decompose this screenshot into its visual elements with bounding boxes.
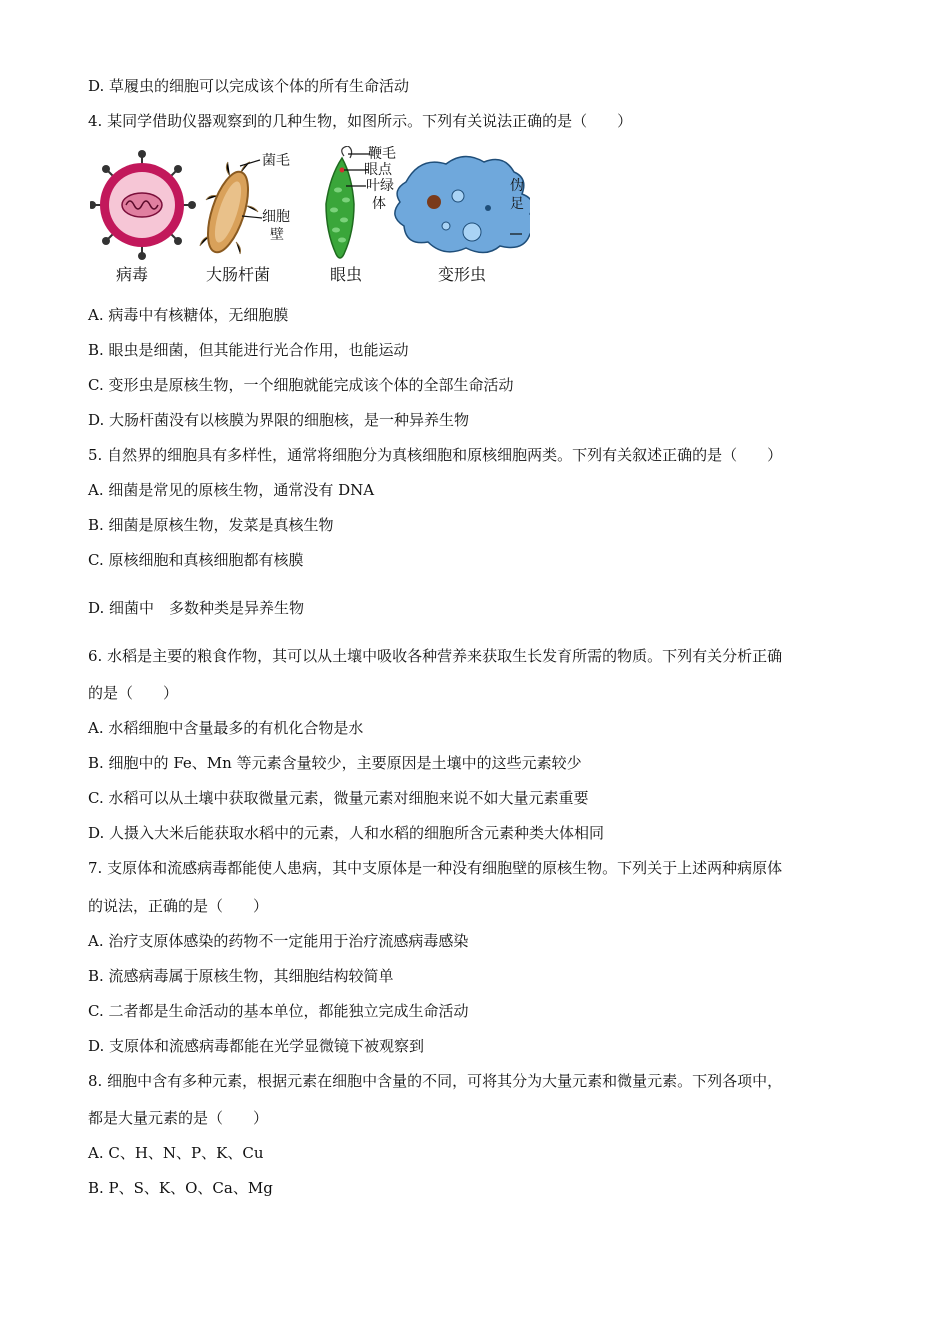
option-7b: B. 流感病毒属于原核生物，其细胞结构较简单	[88, 967, 394, 985]
option-8a: A. C、H、N、P、K、Cu	[88, 1144, 264, 1162]
caption-euglena: 眼虫	[330, 265, 363, 284]
option-4d: D. 大肠杆菌没有以核膜为界限的细胞核，是一种异养生物	[88, 411, 470, 429]
option-7c: C. 二者都是生命活动的基本单位，都能独立完成生命活动	[88, 1002, 469, 1020]
label-cell-wall-1: 细胞	[262, 209, 290, 225]
label-eyespot: 眼点	[364, 162, 392, 178]
label-chloroplast-2: 体	[372, 196, 386, 212]
label-pseudopod-2: 足	[510, 196, 524, 212]
option-6c: C. 水稻可以从土壤中获取微量元素，微量元素对细胞来说不如大量元素重要	[88, 789, 589, 807]
label-flagellum-euglena: 鞭毛	[368, 146, 396, 162]
option-5b: B. 细菌是原核生物，发菜是真核生物	[88, 516, 334, 534]
virus-drawing	[90, 150, 196, 260]
question-8-line2: 都是大量元素的是（ ）	[88, 1109, 269, 1127]
question-4: 4. 某同学借助仪器观察到的几种生物，如图所示。下列有关说法正确的是（ ）	[88, 112, 633, 130]
option-7a: A. 治疗支原体感染的药物不一定能用于治疗流感病毒感染	[88, 932, 469, 950]
caption-amoeba: 变形虫	[438, 265, 487, 284]
question-6-line2: 的是（ ）	[88, 684, 179, 702]
option-3d: D. 草履虫的细胞可以完成该个体的所有生命活动	[88, 77, 410, 95]
organisms-figure	[90, 146, 530, 290]
label-pseudopod-1: 伪	[510, 178, 524, 194]
caption-virus: 病毒	[116, 265, 149, 284]
option-7d: D. 支原体和流感病毒都能在光学显微镜下被观察到	[88, 1037, 425, 1055]
option-5d: D. 细菌中 多数种类是异养生物	[88, 599, 305, 617]
option-6b: B. 细胞中的 Fe、Mn 等元素含量较少，主要原因是土壤中的这些元素较少	[88, 754, 582, 772]
option-4a: A. 病毒中有核糖体，无细胞膜	[88, 306, 289, 324]
option-5c: C. 原核细胞和真核细胞都有核膜	[88, 551, 304, 569]
caption-ecoli: 大肠杆菌	[206, 265, 271, 284]
option-8b: B. P、S、K、O、Ca、Mg	[88, 1179, 273, 1197]
bacteria-drawing	[200, 160, 262, 257]
label-chloroplast-1: 叶绿	[366, 178, 394, 194]
question-7-line1: 7. 支原体和流感病毒都能使人患病，其中支原体是一种没有细胞壁的原核生物。下列关于上述两种病原体	[88, 859, 783, 877]
question-8-line1: 8. 细胞中含有多种元素，根据元素在细胞中含量的不同，可将其分为大量元素和微量元素。下列各项中，	[88, 1072, 783, 1090]
question-6-line1: 6. 水稻是主要的粮食作物，其可以从土壤中吸收各种营养来获取生长发育所需的物质。下列有关分析正确	[88, 647, 783, 665]
option-6d: D. 人摄入大米后能获取水稻中的元素，人和水稻的细胞所含元素种类大体相同	[88, 824, 605, 842]
label-cell-wall-2: 壁	[270, 227, 284, 243]
label-flagellum-bacteria: 菌毛	[262, 153, 290, 169]
option-6a: A. 水稻细胞中含量最多的有机化合物是水	[88, 719, 364, 737]
question-7-line2: 的说法，正确的是（ ）	[88, 897, 269, 915]
option-4c: C. 变形虫是原核生物，一个细胞就能完成该个体的全部生命活动	[88, 376, 514, 394]
option-5a: A. 细菌是常见的原核生物，通常没有 DNA	[88, 481, 375, 499]
question-5: 5. 自然界的细胞具有多样性，通常将细胞分为真核细胞和原核细胞两类。下列有关叙述正确的是（ ）	[88, 446, 783, 464]
option-4b: B. 眼虫是细菌，但其能进行光合作用，也能运动	[88, 341, 409, 359]
